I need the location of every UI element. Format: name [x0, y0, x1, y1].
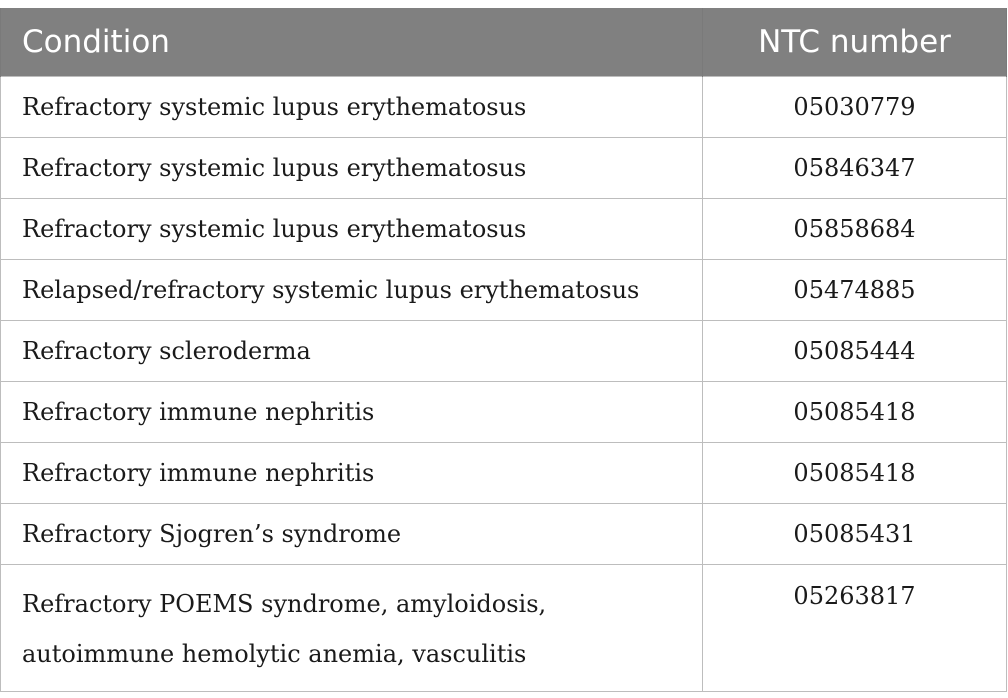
header-row — [1, 8, 1007, 77]
header-condition: Condition — [1, 8, 703, 77]
table-row — [1, 321, 1007, 382]
ntc-number-cell: 05085418 — [703, 382, 1007, 443]
condition-cell: Refractory immune nephritis — [1, 382, 703, 443]
ntc-number-cell: 05263817 — [703, 565, 1007, 692]
table-row — [1, 565, 1007, 692]
table-row — [1, 138, 1007, 199]
conditions-table-container — [0, 8, 1006, 692]
table-row — [1, 260, 1007, 321]
ntc-number-cell: 05858684 — [703, 199, 1007, 260]
ntc-number-cell: 05030779 — [703, 77, 1007, 138]
table-row — [1, 199, 1007, 260]
table-row — [1, 443, 1007, 504]
ntc-number-cell: 05474885 — [703, 260, 1007, 321]
condition-cell: Refractory Sjogren’s syndrome — [1, 504, 703, 565]
table-body — [1, 77, 1007, 692]
ntc-number-cell: 05085418 — [703, 443, 1007, 504]
condition-cell: Relapsed/refractory systemic lupus erythematosus — [1, 260, 703, 321]
condition-cell: Refractory systemic lupus erythematosus — [1, 199, 703, 260]
table-row — [1, 77, 1007, 138]
header-ntc-number: NTC number — [703, 8, 1007, 77]
table-header — [1, 8, 1007, 77]
condition-cell: Refractory scleroderma — [1, 321, 703, 382]
condition-cell: Refractory systemic lupus erythematosus — [1, 138, 703, 199]
table-row — [1, 504, 1007, 565]
ntc-number-cell: 05085431 — [703, 504, 1007, 565]
table-row — [1, 382, 1007, 443]
condition-cell: Refractory systemic lupus erythematosus — [1, 77, 703, 138]
ntc-number-cell: 05085444 — [703, 321, 1007, 382]
ntc-number-cell: 05846347 — [703, 138, 1007, 199]
condition-cell: Refractory POEMS syndrome, amyloidosis, autoimmune hemolytic anemia, vasculitis — [1, 565, 703, 692]
condition-cell: Refractory immune nephritis — [1, 443, 703, 504]
conditions-table — [0, 8, 1007, 692]
